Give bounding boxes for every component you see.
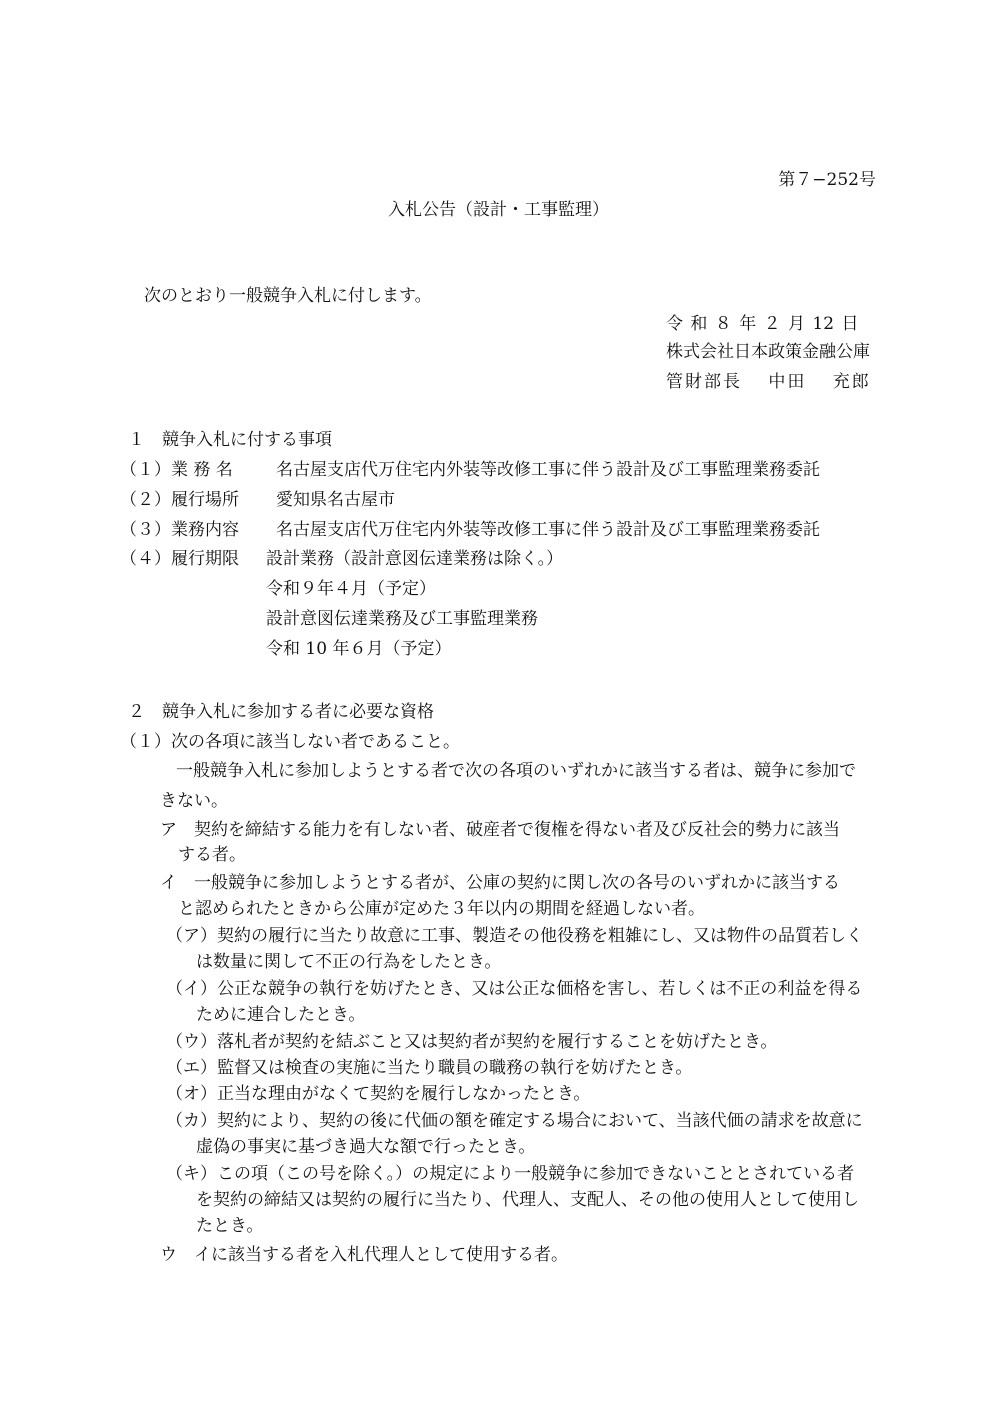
subitem-line: を契約の締結又は契約の履行に当たり、代理人、支配人、その他の使用人として使用し: [196, 1190, 859, 1210]
subitem-line: たとき。: [196, 1216, 264, 1236]
section2-heading: ２ 競争入札に参加する者に必要な資格: [128, 702, 434, 722]
item-a-line: する者。: [178, 845, 246, 865]
subitem-line: は数量に関して不正の行為をしたとき。: [196, 952, 502, 972]
section1-heading: １ 競争入札に付する事項: [128, 430, 332, 450]
item-a-line: ア 契約を締結する能力を有しない者、破産者で復権を得ない者及び反社会的勢力に該当: [160, 820, 840, 840]
subitem-line: （キ）この項（この号を除く。）の規定により一般競争に参加できないこととされている者: [166, 1164, 855, 1184]
intro-text: 次のとおり一般競争入札に付します。: [144, 286, 432, 306]
subitem-line: （カ）契約により、契約の後に代価の額を確定する場合において、当該代価の請求を故意に: [166, 1111, 863, 1131]
period-line: 設計意図伝達業務及び工事監理業務: [266, 609, 538, 629]
issuer-person: 管財部長 中田 充郎: [666, 372, 871, 392]
subitem-line: （イ）公正な競争の執行を妨げたとき、又は公正な価格を害し、若しくは不正の利益を得る: [166, 979, 863, 999]
item-i-line: イ 一般競争に参加しようとする者が、公庫の契約に関し次の各号のいずれかに該当する: [160, 873, 840, 893]
item1-label: （１）業 務 名: [120, 460, 233, 480]
period-line: 令和９年４月（予定）: [266, 579, 436, 599]
document-number: 第７−252号: [778, 170, 876, 190]
item-i-line: と認められたときから公庫が定めた３年以内の期間を経過しない者。: [178, 899, 705, 919]
item1-value: 名古屋支店代万住宅内外装等改修工事に伴う設計及び工事監理業務委託: [276, 460, 820, 480]
document-title: 入札公告（設計・工事監理）: [388, 200, 609, 220]
issuer-organization: 株式会社日本政策金融公庫: [666, 342, 870, 362]
subitem-line: 虚偽の事実に基づき過大な額で行ったとき。: [196, 1137, 536, 1157]
item3-label: （３）業務内容: [120, 520, 239, 540]
item2-value: 愛知県名古屋市: [276, 490, 395, 510]
subitem-line: （ア）契約の履行に当たり故意に工事、製造その他役務を粗雑にし、又は物件の品質若しく: [166, 926, 863, 946]
sub1-body-line: きない。: [160, 791, 228, 811]
sub1-body-line: 一般競争入札に参加しようとする者で次の各項のいずれかに該当する者は、競争に参加で: [176, 761, 856, 781]
subitem-line: ために連合したとき。: [196, 1005, 366, 1025]
item4-value: 設計業務（設計意図伝達業務は除く。）: [266, 549, 564, 569]
issue-date: 令 和 ８ 年 ２ 月 12 日: [666, 314, 859, 334]
item-u-line: ウ イに該当する者を入札代理人として使用する者。: [160, 1245, 568, 1265]
item3-value: 名古屋支店代万住宅内外装等改修工事に伴う設計及び工事監理業務委託: [276, 520, 820, 540]
period-line: 令和 10 年６月（予定）: [266, 639, 452, 659]
subitem-line: （ウ）落札者が契約を結ぶこと又は契約者が契約を履行することを妨げたとき。: [166, 1032, 778, 1052]
item2-label: （２）履行場所: [120, 490, 239, 510]
section2-sub1-heading: （１）次の各項に該当しない者であること。: [120, 732, 460, 752]
subitem-line: （オ）正当な理由がなくて契約を履行しなかったとき。: [166, 1084, 591, 1104]
subitem-line: （エ）監督又は検査の実施に当たり職員の職務の執行を妨げたとき。: [166, 1058, 693, 1078]
item4-label: （４）履行期限: [120, 549, 239, 569]
